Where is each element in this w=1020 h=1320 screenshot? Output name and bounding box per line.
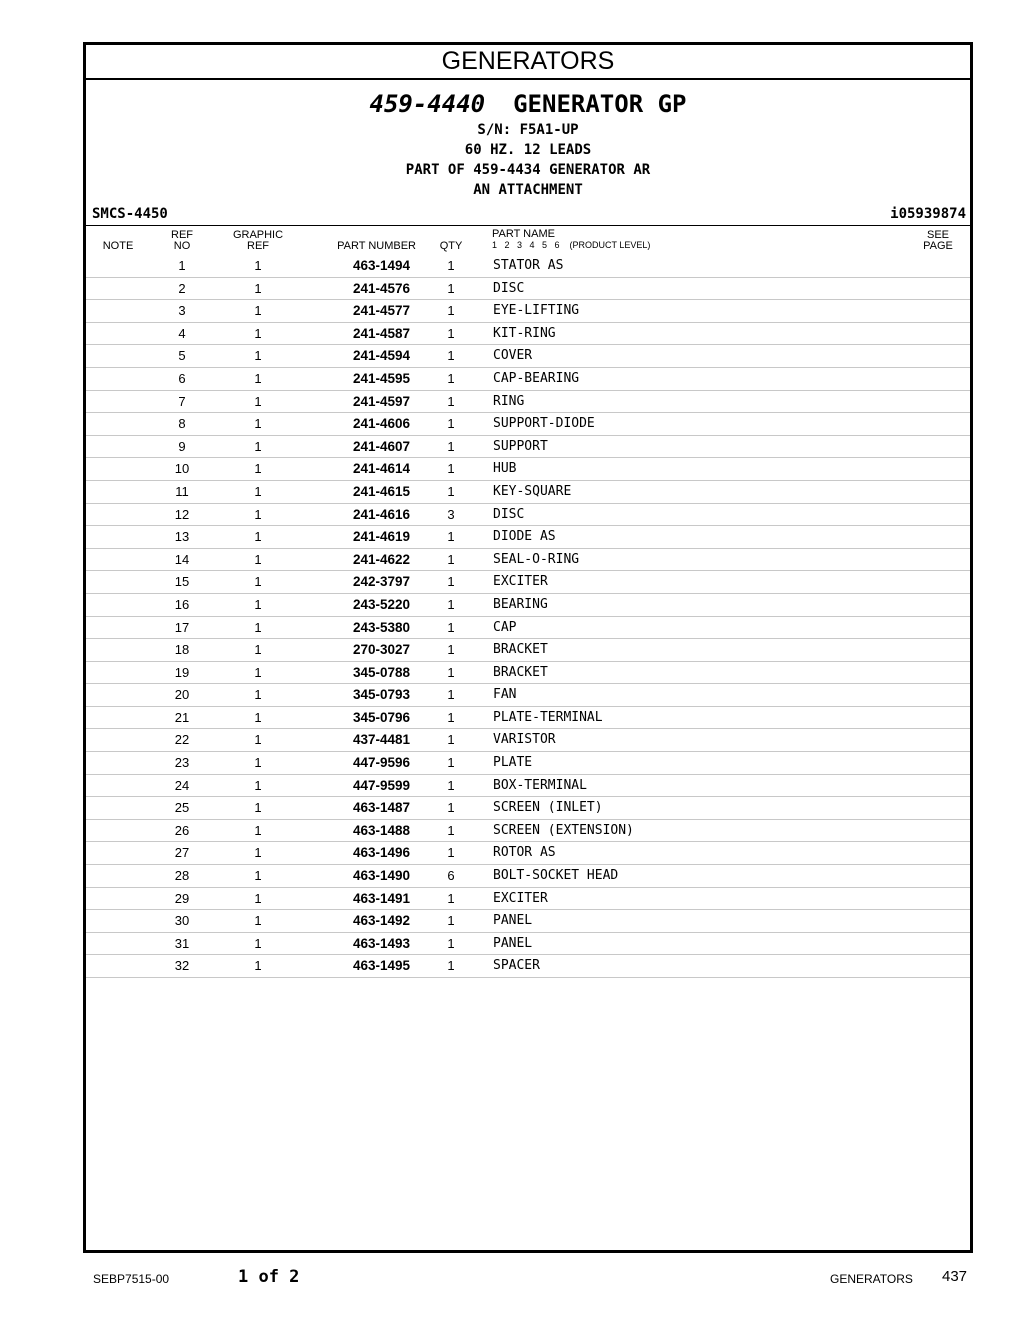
table-row — [86, 323, 970, 346]
ref-no: 22 — [174, 732, 190, 748]
col-ref-bottom: NO — [173, 240, 191, 252]
part-number: 463-1490 — [352, 868, 410, 884]
ref-no: 6 — [178, 370, 186, 386]
graphic-ref: 1 — [254, 890, 262, 906]
part-name: PLATE — [493, 755, 533, 771]
part-name: SCREEN (INLET) — [493, 800, 603, 816]
part-number: 241-4594 — [352, 348, 410, 364]
table-row — [86, 639, 970, 662]
graphic-ref: 1 — [254, 258, 262, 273]
ref-no: 12 — [174, 506, 190, 522]
table-row — [86, 255, 970, 278]
table-row — [86, 504, 970, 527]
graphic-ref: 1 — [254, 325, 262, 341]
part-name: SUPPORT-DIODE — [493, 416, 595, 432]
table-row — [86, 910, 970, 933]
ref-no: 14 — [174, 551, 190, 567]
table-row — [86, 662, 970, 685]
parts-page-frame — [83, 42, 973, 1253]
col-note: NOTE — [102, 240, 134, 252]
part-number: 241-4607 — [352, 438, 410, 454]
quantity: 1 — [447, 393, 455, 409]
ref-no: 5 — [178, 348, 186, 364]
code-line — [92, 206, 966, 226]
table-row — [86, 594, 970, 617]
graphic-ref: 1 — [254, 303, 262, 319]
part-name: CAP — [493, 619, 517, 635]
col-see-bottom: PAGE — [923, 240, 953, 252]
table-row — [86, 300, 970, 323]
graphic-ref: 1 — [254, 370, 262, 386]
quantity: 1 — [447, 913, 455, 929]
table-row — [86, 617, 970, 640]
part-number: 241-4576 — [352, 280, 410, 296]
column-headers — [86, 228, 970, 256]
ref-no: 27 — [174, 845, 190, 861]
table-row — [86, 752, 970, 775]
quantity: 1 — [447, 777, 455, 793]
page-number: 437 — [942, 1268, 968, 1285]
quantity: 1 — [447, 325, 455, 341]
part-name: VARISTOR — [493, 732, 556, 748]
graphic-ref: 1 — [254, 574, 262, 590]
part-number: 447-9596 — [352, 755, 410, 771]
part-number: 463-1493 — [352, 935, 410, 951]
quantity: 1 — [447, 483, 455, 499]
quantity: 1 — [447, 709, 455, 725]
part-name: PLATE-TERMINAL — [493, 709, 603, 725]
graphic-ref: 1 — [254, 551, 262, 567]
ref-no: 9 — [178, 438, 186, 454]
quantity: 6 — [447, 868, 455, 884]
graphic-ref: 1 — [254, 755, 262, 771]
table-row — [86, 549, 970, 572]
ref-no: 29 — [174, 890, 190, 906]
ref-no: 13 — [174, 529, 190, 545]
page-footer — [0, 1262, 1020, 1292]
ref-no: 28 — [174, 868, 190, 884]
part-name: BOLT-SOCKET HEAD — [493, 868, 619, 884]
ref-no: 17 — [174, 619, 190, 635]
table-row — [86, 797, 970, 820]
table-row — [86, 775, 970, 798]
graphic-ref: 1 — [254, 935, 262, 951]
part-number: 447-9599 — [352, 777, 410, 793]
graphic-ref: 1 — [254, 596, 262, 612]
group-name: GENERATOR GP — [513, 90, 687, 118]
quantity: 1 — [447, 755, 455, 771]
table-row — [86, 933, 970, 956]
part-number: 463-1495 — [352, 958, 410, 974]
part-number: 463-1488 — [352, 822, 410, 838]
ref-no: 30 — [174, 913, 190, 929]
graphic-ref: 1 — [254, 822, 262, 838]
col-ref-top: REF — [171, 229, 193, 241]
part-number: 241-4616 — [352, 506, 410, 522]
page-of: 1 of 2 — [238, 1267, 300, 1287]
ref-no: 8 — [178, 416, 186, 432]
table-row — [86, 865, 970, 888]
table-row — [86, 368, 970, 391]
group-spec: 60 HZ. 12 LEADS — [464, 142, 592, 158]
ref-no: 23 — [174, 755, 190, 771]
quantity: 1 — [447, 642, 455, 658]
part-number: 242-3797 — [352, 574, 410, 590]
graphic-ref: 1 — [254, 800, 262, 816]
graphic-ref: 1 — [254, 529, 262, 545]
part-number: 345-0788 — [352, 664, 410, 680]
ref-no: 26 — [174, 822, 190, 838]
part-number: 241-4597 — [352, 393, 410, 409]
part-name: SPACER — [493, 958, 540, 974]
attachment-note: AN ATTACHMENT — [473, 182, 583, 198]
part-number: 241-4577 — [352, 303, 410, 319]
graphic-ref: 1 — [254, 664, 262, 680]
table-row — [86, 278, 970, 301]
graphic-ref: 1 — [254, 483, 262, 499]
part-number: 241-4606 — [352, 416, 410, 432]
group-header — [86, 80, 970, 200]
part-name: HUB — [493, 461, 517, 477]
section-title: GENERATORS — [86, 45, 970, 80]
quantity: 1 — [447, 845, 455, 861]
part-number: 241-4614 — [352, 461, 410, 477]
part-name: BRACKET — [493, 642, 548, 658]
ref-no: 3 — [178, 303, 186, 319]
quantity: 1 — [447, 438, 455, 454]
graphic-ref: 1 — [254, 642, 262, 658]
graphic-ref: 1 — [254, 845, 262, 861]
table-row — [86, 684, 970, 707]
ref-no: 16 — [174, 596, 190, 612]
footer-section: GENERATORS — [830, 1272, 913, 1286]
part-number: 241-4622 — [352, 551, 410, 567]
part-name: RING — [493, 393, 525, 409]
table-row — [86, 955, 970, 978]
part-number: 243-5220 — [352, 596, 410, 612]
part-name: BRACKET — [493, 664, 548, 680]
table-row — [86, 345, 970, 368]
part-name: PANEL — [493, 913, 533, 929]
table-row — [86, 842, 970, 865]
header-divider — [86, 225, 970, 226]
quantity: 1 — [447, 370, 455, 386]
ref-no: 21 — [174, 709, 190, 725]
part-number: 241-4595 — [352, 370, 410, 386]
part-name: EXCITER — [493, 574, 548, 590]
table-row — [86, 729, 970, 752]
part-name: DISC — [493, 280, 525, 296]
quantity: 1 — [447, 280, 455, 296]
part-name: SCREEN (EXTENSION) — [493, 822, 634, 838]
part-name: STATOR AS — [493, 258, 564, 273]
part-name: EYE-LIFTING — [493, 303, 580, 319]
quantity: 1 — [447, 732, 455, 748]
graphic-ref: 1 — [254, 506, 262, 522]
part-number: 243-5380 — [352, 619, 410, 635]
col-graphic-bottom: REF — [247, 240, 269, 252]
part-number: 463-1491 — [352, 890, 410, 906]
quantity: 1 — [447, 800, 455, 816]
graphic-ref: 1 — [254, 732, 262, 748]
part-name: PANEL — [493, 935, 533, 951]
ref-no: 15 — [174, 574, 190, 590]
table-row — [86, 888, 970, 911]
ref-no: 24 — [174, 777, 190, 793]
quantity: 1 — [447, 958, 455, 974]
quantity: 1 — [447, 529, 455, 545]
part-name: EXCITER — [493, 890, 548, 906]
quantity: 1 — [447, 574, 455, 590]
group-number: 459-4440 — [369, 90, 486, 118]
part-name: ROTOR AS — [493, 845, 556, 861]
col-see-top: SEE — [926, 229, 949, 241]
graphic-ref: 1 — [254, 461, 262, 477]
parent-arrangement: PART OF 459-4434 GENERATOR AR — [405, 162, 651, 178]
table-row — [86, 820, 970, 843]
part-number: 241-4615 — [352, 483, 410, 499]
quantity: 1 — [447, 890, 455, 906]
ref-no: 32 — [174, 958, 190, 974]
table-row — [86, 571, 970, 594]
part-name: DIODE AS — [493, 529, 556, 545]
col-part-name: PART NAME — [492, 228, 555, 240]
part-name: SUPPORT — [493, 438, 548, 454]
quantity: 1 — [447, 303, 455, 319]
part-number: 463-1487 — [352, 800, 410, 816]
quantity: 1 — [447, 461, 455, 477]
quantity: 1 — [447, 664, 455, 680]
graphic-ref: 1 — [254, 416, 262, 432]
ref-no: 20 — [174, 687, 190, 703]
graphic-ref: 1 — [254, 280, 262, 296]
ref-no: 31 — [174, 935, 190, 951]
quantity: 1 — [447, 596, 455, 612]
quantity: 1 — [447, 348, 455, 364]
part-number: 463-1494 — [352, 258, 410, 273]
part-name: DISC — [493, 506, 525, 522]
quantity: 3 — [447, 506, 455, 522]
part-number: 463-1496 — [352, 845, 410, 861]
ref-no: 25 — [174, 800, 190, 816]
ref-no: 10 — [174, 461, 190, 477]
col-graphic-top: GRAPHIC — [232, 229, 284, 241]
part-number: 345-0796 — [352, 709, 410, 725]
part-number: 463-1492 — [352, 913, 410, 929]
table-row — [86, 481, 970, 504]
graphic-ref: 1 — [254, 777, 262, 793]
col-qty: QTY — [439, 240, 463, 252]
parts-list — [86, 255, 970, 978]
ref-no: 19 — [174, 664, 190, 680]
graphic-ref: 1 — [254, 438, 262, 454]
ref-no: 11 — [175, 483, 189, 499]
part-name: BEARING — [493, 596, 548, 612]
doc-id: SEBP7515-00 — [93, 1272, 170, 1286]
graphic-ref: 1 — [254, 709, 262, 725]
graphic-ref: 1 — [254, 619, 262, 635]
graphic-ref: 1 — [254, 687, 262, 703]
graphic-ref: 1 — [254, 958, 262, 974]
part-name: COVER — [493, 348, 533, 364]
quantity: 1 — [447, 935, 455, 951]
part-name: KEY-SQUARE — [493, 483, 572, 499]
serial-range: S/N: F5A1-UP — [477, 122, 579, 138]
graphic-ref: 1 — [254, 913, 262, 929]
ref-no: 18 — [174, 642, 190, 658]
illustration-id: i05939874 — [890, 206, 966, 222]
part-name: BOX-TERMINAL — [493, 777, 587, 793]
part-number: 241-4587 — [352, 325, 410, 341]
table-row — [86, 526, 970, 549]
quantity: 1 — [447, 416, 455, 432]
ref-no: 1 — [178, 258, 186, 273]
part-name: KIT-RING — [493, 325, 556, 341]
ref-no: 4 — [178, 325, 186, 341]
quantity: 1 — [447, 619, 455, 635]
ref-no: 7 — [178, 393, 186, 409]
part-number: 241-4619 — [352, 529, 410, 545]
graphic-ref: 1 — [254, 393, 262, 409]
table-row — [86, 391, 970, 414]
part-number: 345-0793 — [352, 687, 410, 703]
group-title — [86, 88, 970, 120]
table-row — [86, 413, 970, 436]
table-row — [86, 707, 970, 730]
part-number: 437-4481 — [352, 732, 410, 748]
table-row — [86, 458, 970, 481]
graphic-ref: 1 — [254, 348, 262, 364]
quantity: 1 — [447, 687, 455, 703]
quantity: 1 — [447, 822, 455, 838]
smcs-code: SMCS-4450 — [92, 206, 168, 222]
quantity: 1 — [447, 551, 455, 567]
part-name: CAP-BEARING — [493, 370, 580, 386]
quantity: 1 — [447, 258, 455, 273]
part-name: FAN — [493, 687, 517, 703]
table-row — [86, 436, 970, 459]
part-name: SEAL-O-RING — [493, 551, 580, 567]
part-number: 270-3027 — [352, 642, 410, 658]
col-product-levels: 1 2 3 4 5 6 (PRODUCT LEVEL) — [492, 240, 651, 250]
ref-no: 2 — [178, 280, 186, 296]
graphic-ref: 1 — [254, 868, 262, 884]
col-part-number: PART NUMBER — [337, 240, 416, 252]
